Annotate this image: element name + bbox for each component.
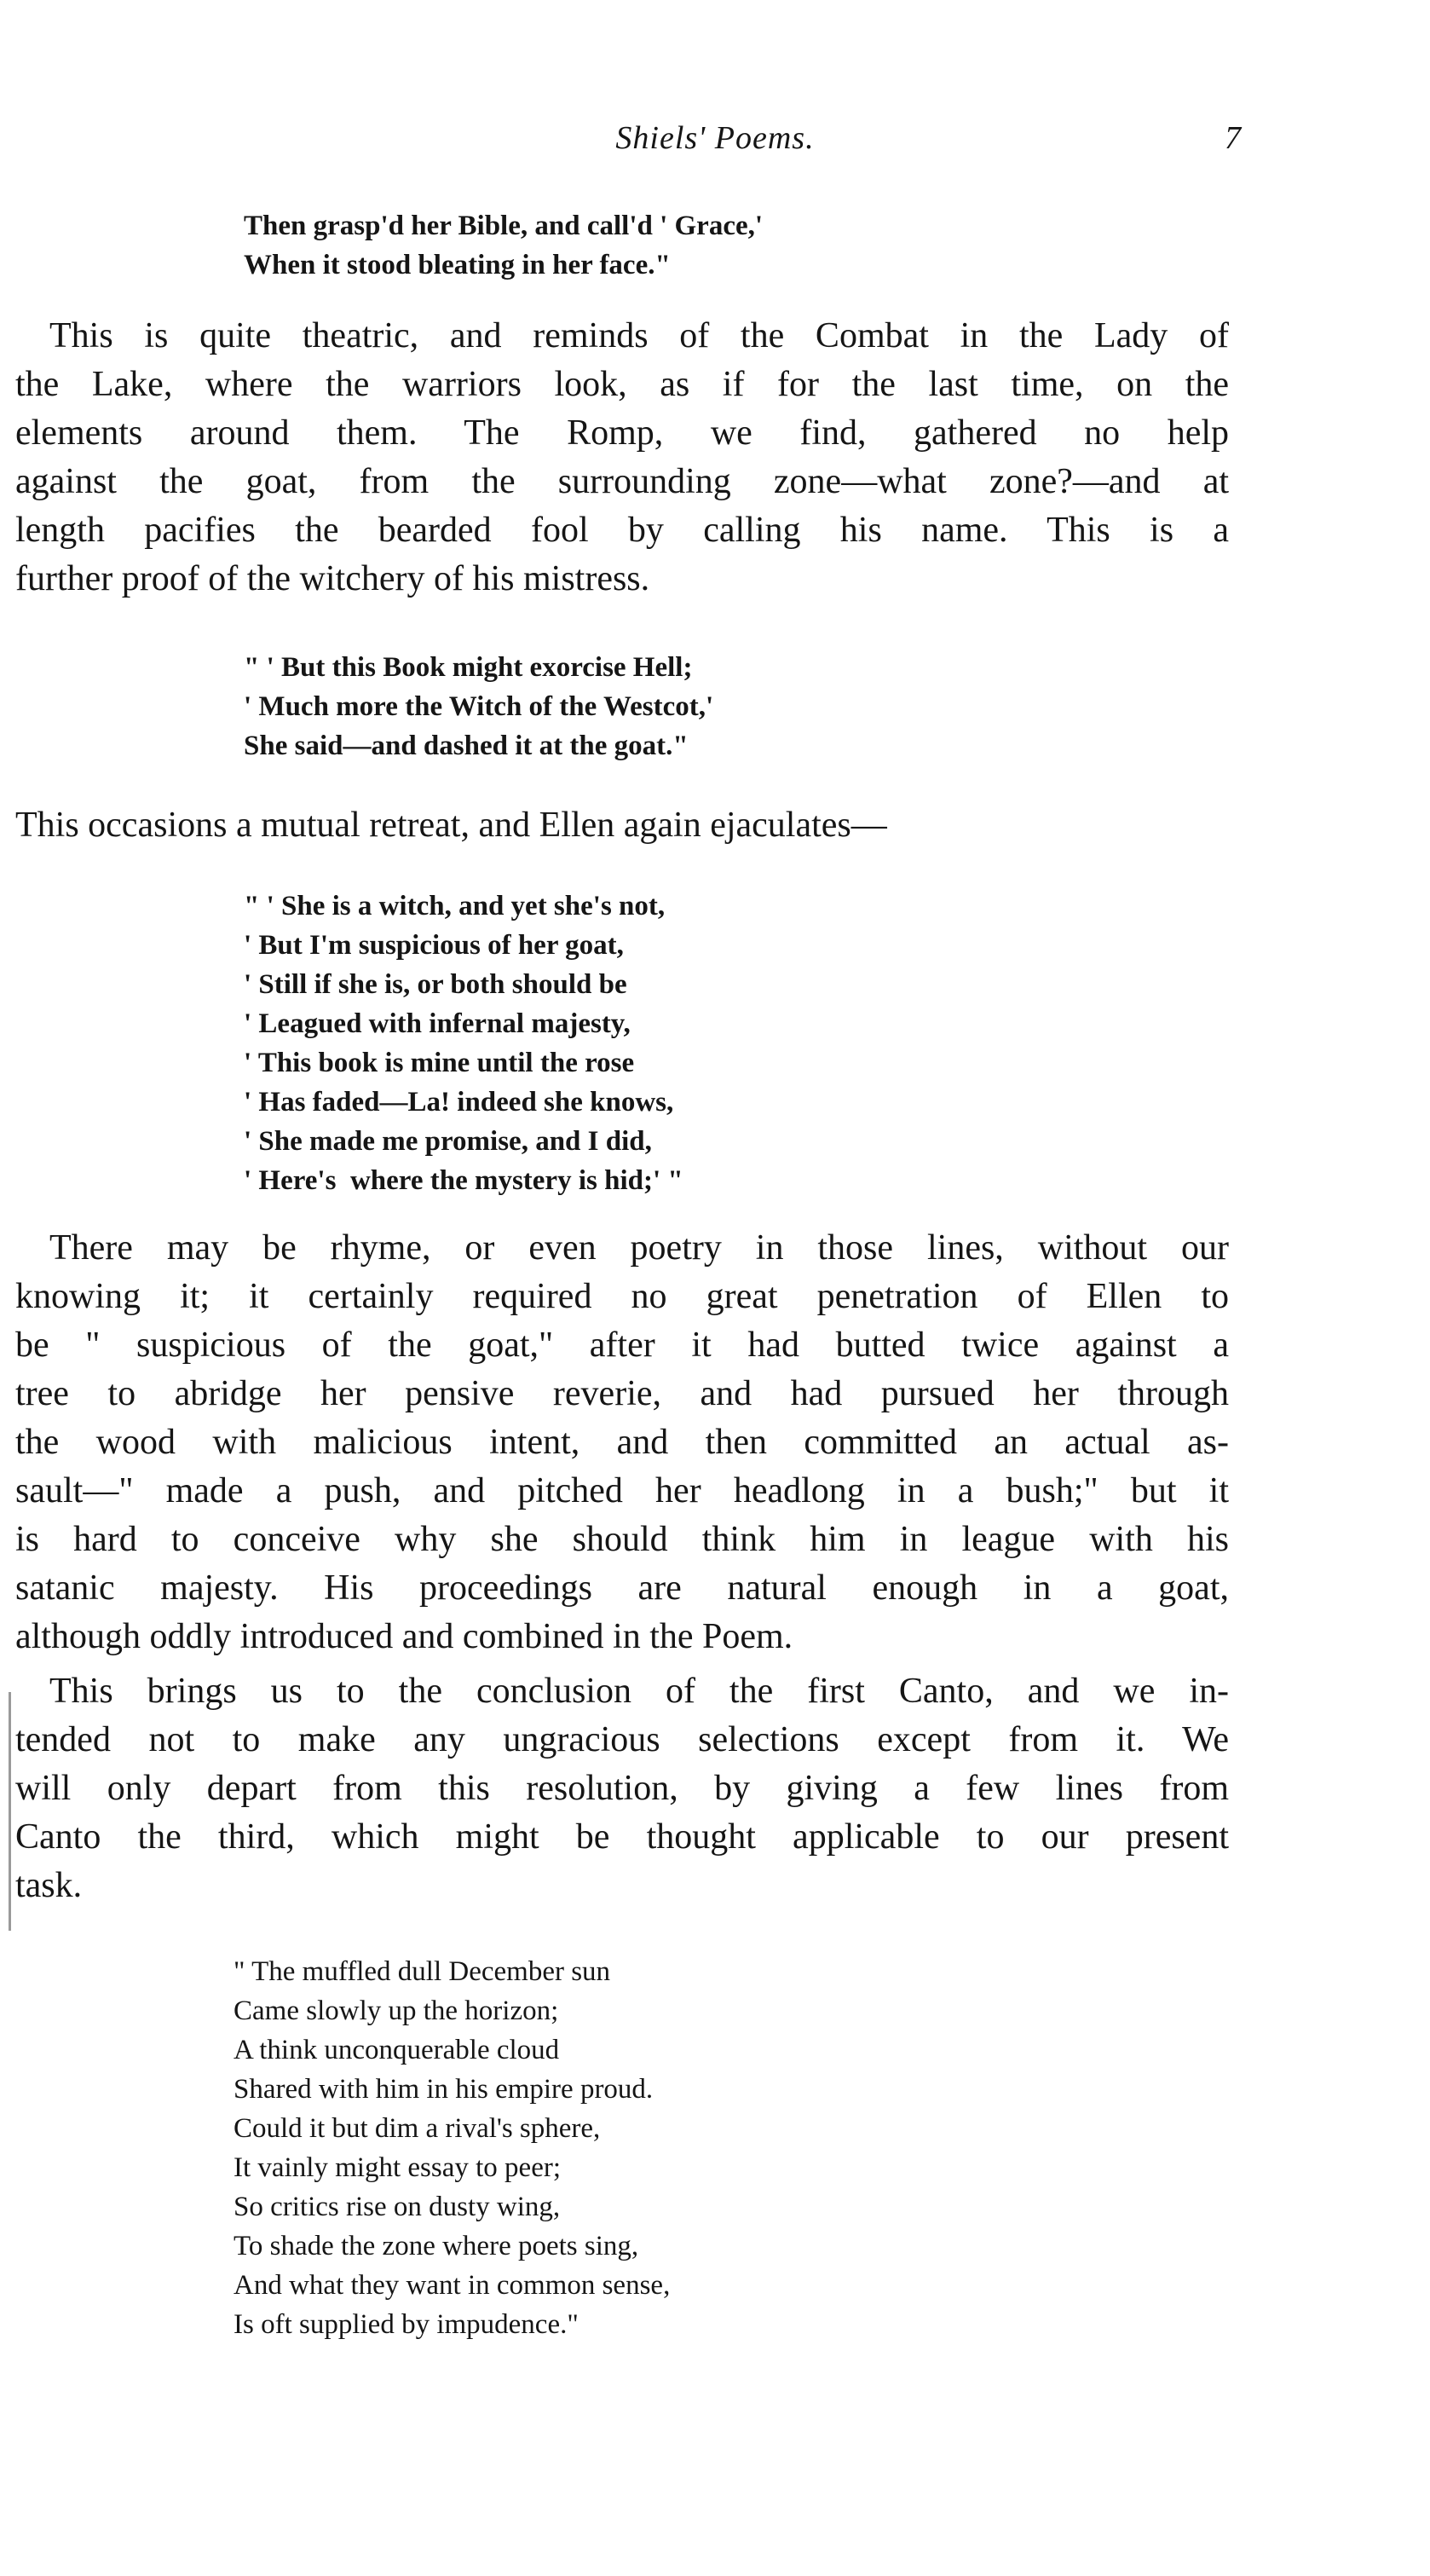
verse-line: Then grasp'd her Bible, and call'd ' Grace,': [244, 211, 764, 241]
text-line: further proof of the witchery of his mistress.: [15, 559, 650, 598]
text-line: length pacifies the bearded fool by calling his name. This is a: [15, 511, 1229, 550]
text-line: There may be rhyme, or even poetry in those lines, without our: [49, 1228, 1229, 1268]
verse-line: " ' But this Book might exorcise Hell;: [244, 652, 693, 683]
verse-line: So critics rise on dusty wing,: [234, 2192, 561, 2222]
verse-line: She said—and dashed it at the goat.": [244, 731, 689, 761]
paragraph-4: [15, 1667, 1229, 1910]
text-line: satanic majesty. His proceedings are natural enough in a goat,: [15, 1568, 1229, 1608]
running-title: Shiels' Poems.: [615, 120, 815, 156]
text-line: sault—" made a push, and pitched her headlong in a bush;" but it: [15, 1471, 1229, 1510]
verse-line: ' Here's where the mystery is hid;' ": [244, 1165, 683, 1196]
verse-line: A think unconquerable cloud: [234, 2035, 560, 2065]
text-line: will only depart from this resolution, by giving a few lines from: [15, 1769, 1229, 1808]
verse-line: Came slowly up the horizon;: [234, 1996, 559, 2026]
text-line: the Lake, where the warriors look, as if for the last time, on the: [15, 365, 1229, 404]
verse-line: ' Has faded—La! indeed she knows,: [244, 1087, 674, 1118]
verse-line: ' Still if she is, or both should be: [244, 969, 627, 1000]
text-line: the wood with malicious intent, and then committed an actual as-: [15, 1423, 1229, 1462]
running-head: [0, 119, 1430, 170]
text-line: This occasions a mutual retreat, and Ellen again ejaculates—: [15, 806, 887, 845]
verse-line: ' Leagued with infernal majesty,: [244, 1008, 631, 1039]
paragraph-1: [15, 312, 1229, 604]
verse-quote-2: [244, 648, 713, 765]
verse-line: And what they want in common sense,: [234, 2270, 671, 2301]
paragraph-2: [15, 801, 1229, 850]
verse-line: Could it but dim a rival's sphere,: [234, 2113, 601, 2144]
paragraph-3: [15, 1224, 1229, 1661]
verse-line: ' But I'm suspicious of her goat,: [244, 930, 624, 961]
verse-line: " The muffled dull December sun: [234, 1956, 611, 1987]
verse-line: ' Much more the Witch of the Westcot,': [244, 691, 714, 722]
verse-line: To shade the zone where poets sing,: [234, 2231, 639, 2261]
text-line: This is quite theatric, and reminds of the Combat in the Lady of: [49, 316, 1229, 355]
text-line: task.: [15, 1866, 83, 1905]
text-line: is hard to conceive why she should think him in league with his: [15, 1520, 1229, 1559]
verse-line: Shared with him in his empire proud.: [234, 2074, 654, 2105]
text-line: tree to abridge her pensive reverie, and had pursued her through: [15, 1374, 1229, 1413]
verse-line: When it stood bleating in her face.": [244, 250, 671, 280]
text-line: elements around them. The Romp, we find, gathered no help: [15, 413, 1229, 453]
verse-line: " ' She is a witch, and yet she's not,: [244, 891, 666, 921]
verse-line: ' She made me promise, and I did,: [244, 1126, 652, 1157]
text-line: This brings us to the conclusion of the first Canto, and we in-: [49, 1672, 1229, 1711]
verse-quote-1: [244, 206, 763, 285]
text-line: tended not to make any ungracious selections except from it. We: [15, 1720, 1229, 1759]
margin-rule: [9, 1692, 11, 1931]
verse-quote-4: [234, 1952, 670, 2344]
page-number: 7: [1225, 120, 1241, 156]
text-line: knowing it; it certainly required no great penetration of Ellen to: [15, 1277, 1229, 1316]
text-line: against the goat, from the surrounding zone—what zone?—and at: [15, 462, 1229, 501]
text-line: although oddly introduced and combined in the Poem.: [15, 1617, 793, 1656]
verse-line: ' This book is mine until the rose: [244, 1048, 635, 1078]
verse-line: Is oft supplied by impudence.": [234, 2309, 579, 2340]
text-line: Canto the third, which might be thought applicable to our present: [15, 1817, 1229, 1857]
text-line: be " suspicious of the goat," after it had butted twice against a: [15, 1326, 1229, 1365]
verse-line: It vainly might essay to peer;: [234, 2152, 561, 2183]
verse-quote-3: [244, 887, 683, 1200]
